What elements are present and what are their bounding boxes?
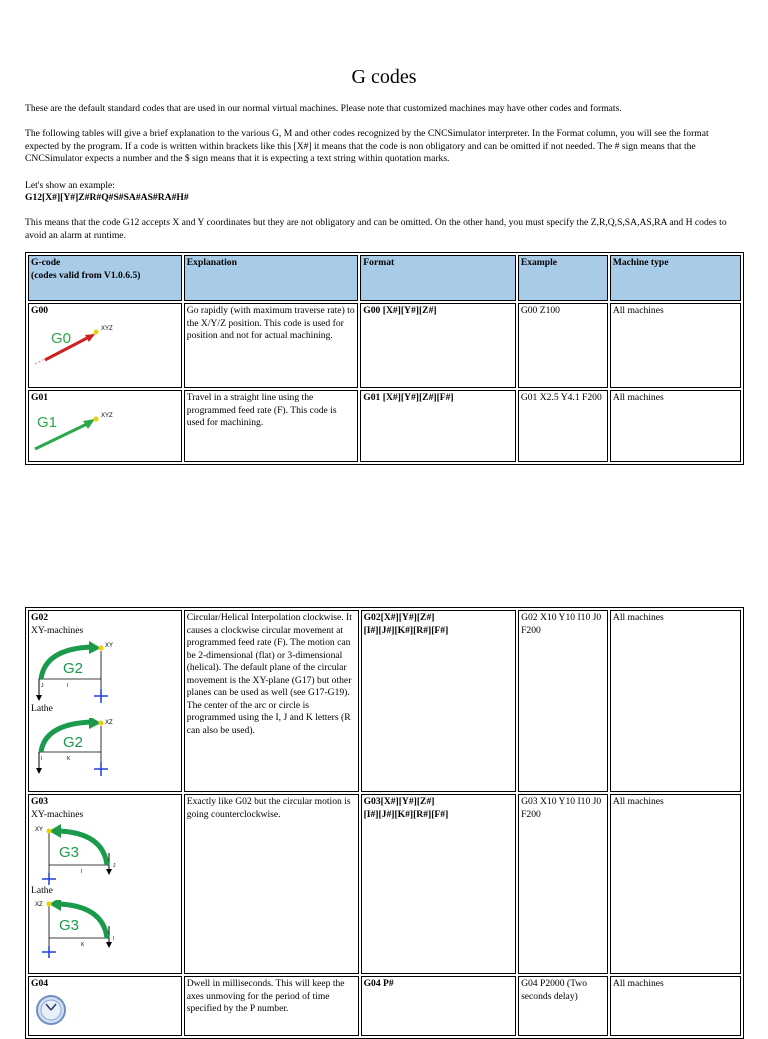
gcode-label: G00 (31, 305, 49, 316)
table-row (28, 976, 741, 1036)
i-icon-label: I (113, 935, 115, 942)
example-code: G12[X#][Y#]Z#R#Q#S#SA#AS#RA#H# (25, 192, 189, 203)
clockwise-arc-lathe-icon (31, 718, 121, 776)
format-cell: G02[X#][Y#][Z#] [I#][J#][K#][R#][F#] (361, 610, 517, 792)
explanation-cell: Dwell in milliseconds. This will keep the axes unmoving for the period of time specified by the P number. (184, 976, 359, 1036)
code-cell (28, 610, 182, 792)
example-cell: G01 X2.5 Y4.1 F200 (518, 390, 608, 462)
table-row (28, 610, 741, 792)
i-icon-label: I (81, 869, 83, 875)
code-cell (28, 390, 182, 462)
xy-machines-label: XY-machines (31, 624, 84, 636)
code-cell (28, 794, 182, 974)
header-example: Example (518, 255, 608, 301)
format-cell: G03[X#][Y#][Z#] [I#][J#][K#][R#][F#] (361, 794, 517, 974)
xy-icon-label: XY (105, 643, 114, 649)
i-icon-label: I (41, 755, 43, 762)
j-icon-label: J (41, 683, 44, 689)
g3-icon-label: G3 (59, 844, 80, 861)
counterclockwise-arc-xy-icon (31, 823, 121, 885)
gcode-table-2 (25, 607, 744, 1039)
g0-icon-label: G0 (51, 329, 72, 347)
header-format: Format (360, 255, 516, 301)
format-cell: G04 P# (361, 976, 517, 1036)
rapid-move-icon (31, 320, 121, 368)
g1-icon-label: G1 (37, 413, 58, 431)
k-icon-label: K (67, 755, 71, 762)
g2-icon-label: G2 (63, 660, 84, 677)
machine-cell: All machines (610, 794, 741, 974)
table-row (28, 794, 741, 974)
table-row (28, 390, 741, 462)
gcode-label: G04 (31, 978, 49, 989)
example-intro: Let's show an example: (25, 180, 115, 191)
table-header-row (28, 255, 741, 301)
xyz-icon-label: XYZ (101, 325, 113, 332)
gcode-label: G02 (31, 612, 49, 623)
description-paragraph: The following tables will give a brief explanation to the various G, M and other codes recognized by the CNCSimulator interpreter. In the Format column, you will see the format expected by the program. If a code is written within brackets like this [X#] it means that the code is non obligatory and can be omitted if not needed. The # sign means that the CNCSimulator expects a number and the $ sign means that it is expecting a text string within quotation marks. (25, 128, 709, 164)
linear-move-icon (31, 407, 121, 453)
header-machine-type: Machine type (610, 255, 741, 301)
explanation-cell: Travel in a straight line using the programmed feed rate (F). This code is used for machining. (184, 390, 359, 462)
code-cell (28, 976, 182, 1036)
example-cell: G00 Z100 (518, 303, 608, 388)
example-cell: G04 P2000 (Two seconds delay) (518, 976, 608, 1036)
k-icon-label: K (81, 941, 85, 948)
format-cell: G00 [X#][Y#][Z#] (360, 303, 516, 388)
machine-cell: All machines (610, 610, 741, 792)
clock-icon (31, 993, 71, 1027)
explanation-cell: Circular/Helical Interpolation clockwise. It causes a clockwise circular movement at programmed feed rate (F). The motion can be 2-dimensional (flat) or 3-dimensional (helical). The default plane of the circular movement is the XY-plane (G17) but other planes can be used as well (see G17-G19). The center of the arc or circle is programmed using the I, J and K letters (R can also be used). (184, 610, 359, 792)
machine-cell: All machines (610, 976, 741, 1036)
example-explanation: This means that the code G12 accepts X and Y coordinates but they are not obligatory and can be omitted. On the other hand, you must specify the Z,R,Q,S,SA,AS,RA and H codes to avoid an alarm at runtime. (25, 217, 727, 241)
header-gcode: G-code (codes valid from V1.0.6.5) (28, 255, 182, 301)
page-title: G codes (351, 66, 417, 88)
example-cell: G02 X10 Y10 I10 J0 F200 (518, 610, 608, 792)
gcode-label: G03 (31, 796, 49, 807)
code-cell (28, 303, 182, 388)
i-icon-label: I (67, 683, 69, 689)
xz-icon-label: XZ (35, 901, 43, 908)
g2-icon-label: G2 (63, 733, 84, 751)
xy-icon-label: XY (35, 827, 44, 833)
intro-paragraph: These are the default standard codes that are used in our normal virtual machines. Please note that customized machines may have other codes and formats. (25, 103, 622, 114)
xz-icon-label: XZ (105, 719, 113, 726)
j-icon-label: J (113, 863, 116, 869)
explanation-cell: Go rapidly (with maximum traverse rate) to the X/Y/Z position. This code is used for position and not for actual machining. (184, 303, 359, 388)
explanation-cell: Exactly like G02 but the circular motion is going counterclockwise. (184, 794, 359, 974)
lathe-label: Lathe (31, 885, 53, 896)
gcode-label: G01 (31, 392, 49, 403)
clockwise-arc-xy-icon (31, 639, 121, 703)
machine-cell: All machines (610, 303, 741, 388)
example-cell: G03 X10 Y10 I10 J0 F200 (518, 794, 608, 974)
xy-machines-label: XY-machines (31, 808, 84, 820)
format-cell: G01 [X#][Y#][Z#][F#] (360, 390, 516, 462)
machine-cell: All machines (610, 390, 741, 462)
counterclockwise-arc-lathe-icon (31, 900, 121, 958)
gcode-table-1 (25, 252, 744, 465)
lathe-label: Lathe (31, 703, 53, 714)
xyz-icon-label: XYZ (101, 412, 113, 419)
header-explanation: Explanation (184, 255, 359, 301)
table-row (28, 303, 741, 388)
g3-icon-label: G3 (59, 916, 80, 934)
